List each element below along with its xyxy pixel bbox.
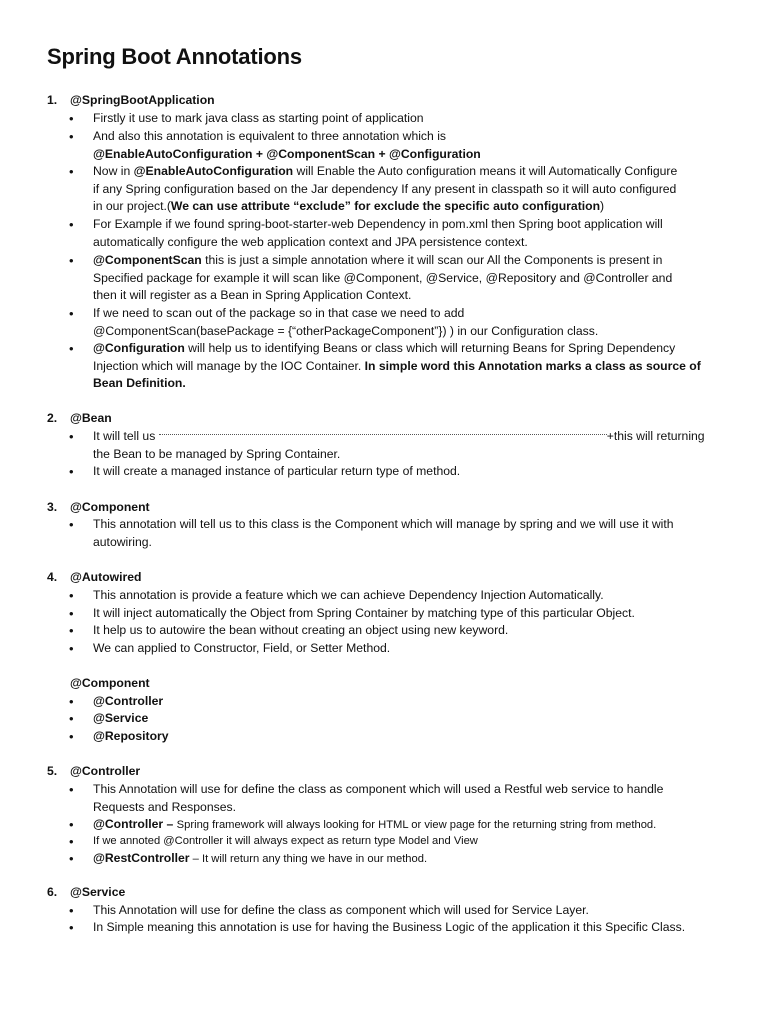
bullet: •: [69, 711, 74, 726]
list-item-line: then it will register as a Bean in Spring Application Context.: [93, 288, 412, 303]
section-heading: @Autowired: [70, 570, 142, 584]
inline-text: Injection which will manage by the IOC Container.: [93, 358, 365, 373]
section-heading: @Bean: [70, 411, 112, 425]
bullet: •: [69, 588, 74, 603]
list-item: We can applied to Constructor, Field, or Setter Method.: [93, 641, 391, 655]
inline-bold: We can use attribute “exclude” for exclude the specific auto configuration: [170, 199, 601, 214]
list-item: [93, 781, 723, 816]
inline-text: Now in: [93, 164, 134, 178]
bullet: •: [69, 306, 74, 321]
inline-text: this is just a simple annotation where it will scan our All the Components is present in: [201, 253, 663, 267]
list-item: [93, 163, 723, 216]
bullet: •: [69, 641, 74, 656]
section-number: 3.: [47, 500, 58, 514]
section-heading: @Controller: [70, 764, 141, 778]
list-item: It will create a managed instance of particular return type of method.: [93, 464, 461, 478]
list-item: Firstly it use to mark java class as starting point of application: [93, 111, 424, 125]
list-item-line: autowiring.: [93, 534, 152, 549]
section-heading: @Service: [70, 885, 126, 899]
list-item: @Controller: [93, 694, 164, 708]
page-title: Spring Boot Annotations: [47, 44, 302, 69]
inline-bold: @Configuration: [93, 341, 185, 355]
bullet: •: [69, 834, 74, 849]
bullet: •: [69, 253, 74, 268]
inline-text: It will tell us: [93, 429, 159, 443]
inline-text: – It will return any thing we have in our method.: [189, 853, 428, 865]
bullet: •: [69, 111, 74, 126]
list-item: [93, 340, 723, 393]
section-number: 5.: [47, 764, 58, 778]
list-item: This annotation is provide a feature which we can achieve Dependency Injection Automatically.: [93, 588, 604, 602]
list-item-line: For Example if we found spring-boot-starter-web Dependency in pom.xml then Spring boot application will: [93, 217, 663, 231]
list-item: [93, 516, 723, 551]
list-item-line: This annotation will tell us to this class is the Component which will manage by spring and we will use it with: [93, 517, 674, 531]
section-number: 2.: [47, 411, 58, 425]
list-item: It help us to autowire the bean without creating an object using new keyword.: [93, 623, 509, 637]
list-item: [93, 305, 723, 340]
bullet: •: [69, 429, 74, 444]
inline-bold: @ComponentScan: [93, 253, 202, 267]
bullet: •: [69, 782, 74, 797]
section-heading: @Component: [70, 500, 150, 514]
list-item: It will inject automatically the Object from Spring Container by matching type of this particular Object.: [93, 606, 635, 620]
bullet: •: [69, 464, 74, 479]
inline-bold: @EnableAutoConfiguration: [133, 164, 294, 178]
list-item-line-bold: Bean Definition.: [93, 376, 186, 391]
list-item: [93, 216, 723, 251]
list-item-line: Requests and Responses.: [93, 799, 236, 814]
list-item: In Simple meaning this annotation is use for having the Business Logic of the application it this Specific Class.: [93, 920, 686, 934]
bullet: •: [69, 920, 74, 935]
bullet: •: [69, 517, 74, 532]
inline-text: Spring framework will always looking for HTML or view page for the returning string from method.: [176, 819, 657, 831]
inline-bold: @Controller –: [93, 817, 177, 831]
section-number: 4.: [47, 570, 58, 584]
bullet: •: [69, 217, 74, 232]
list-item-line: automatically configure the web application context and JPA persistence context.: [93, 234, 528, 249]
section-number: 1.: [47, 93, 58, 107]
inline-bold: In simple word this Annotation marks a class as source of: [364, 358, 701, 373]
bullet: •: [69, 851, 74, 866]
list-item-line: if any Spring configuration based on the Jar dependency If any present in classpath so it will auto configured: [93, 181, 677, 196]
bullet: •: [69, 606, 74, 621]
list-item: If we annoted @Controller it will always expect as return type Model and View: [93, 835, 478, 847]
list-item: This Annotation will use for define the class as component which will used for Service Layer.: [93, 903, 589, 917]
list-item: @Repository: [93, 729, 169, 743]
list-item: [93, 850, 723, 869]
inline-text: +this will returning: [606, 429, 705, 443]
list-item: [93, 128, 723, 163]
inline-text: ): [600, 199, 605, 214]
bullet: •: [69, 694, 74, 709]
inline-text: will help us to identifying Beans or class which will returning Beans for Spring Dependency: [184, 341, 676, 355]
bullet: •: [69, 817, 74, 832]
sub-heading: @Component: [70, 676, 150, 690]
bullet: •: [69, 129, 74, 144]
inline-text: will Enable the Auto configuration means it will Automatically Configure: [293, 164, 678, 178]
list-item-line: Specified package for example it will scan like @Component, @Service, @Repository and @Controller and: [93, 270, 673, 285]
bullet: •: [69, 623, 74, 638]
dotted-leader: [159, 428, 607, 435]
bullet: •: [69, 164, 74, 179]
list-item-line: This Annotation will use for define the class as component which will used a Restful web service to handle: [93, 782, 664, 796]
inline-text: in our project.(: [93, 199, 171, 214]
list-item: @Service: [93, 711, 149, 725]
list-item: [93, 816, 723, 835]
list-item-line: If we need to scan out of the package so in that case we need to add: [93, 306, 465, 320]
bullet: •: [69, 341, 74, 356]
inline-bold: @RestController: [93, 851, 190, 865]
list-item: [93, 428, 723, 463]
list-item-line: the Bean to be managed by Spring Container.: [93, 446, 341, 461]
bullet: •: [69, 903, 74, 918]
list-item-line-bold: @EnableAutoConfiguration + @ComponentScan + @Configuration: [93, 146, 481, 161]
list-item-line: @ComponentScan(basePackage = {“otherPackageComponent”}) ) in our Configuration class.: [93, 323, 599, 338]
list-item-line: And also this annotation is equivalent to three annotation which is: [93, 129, 446, 143]
section-number: 6.: [47, 885, 58, 899]
bullet: •: [69, 729, 74, 744]
list-item: [93, 252, 723, 305]
section-heading: @SpringBootApplication: [70, 93, 215, 107]
